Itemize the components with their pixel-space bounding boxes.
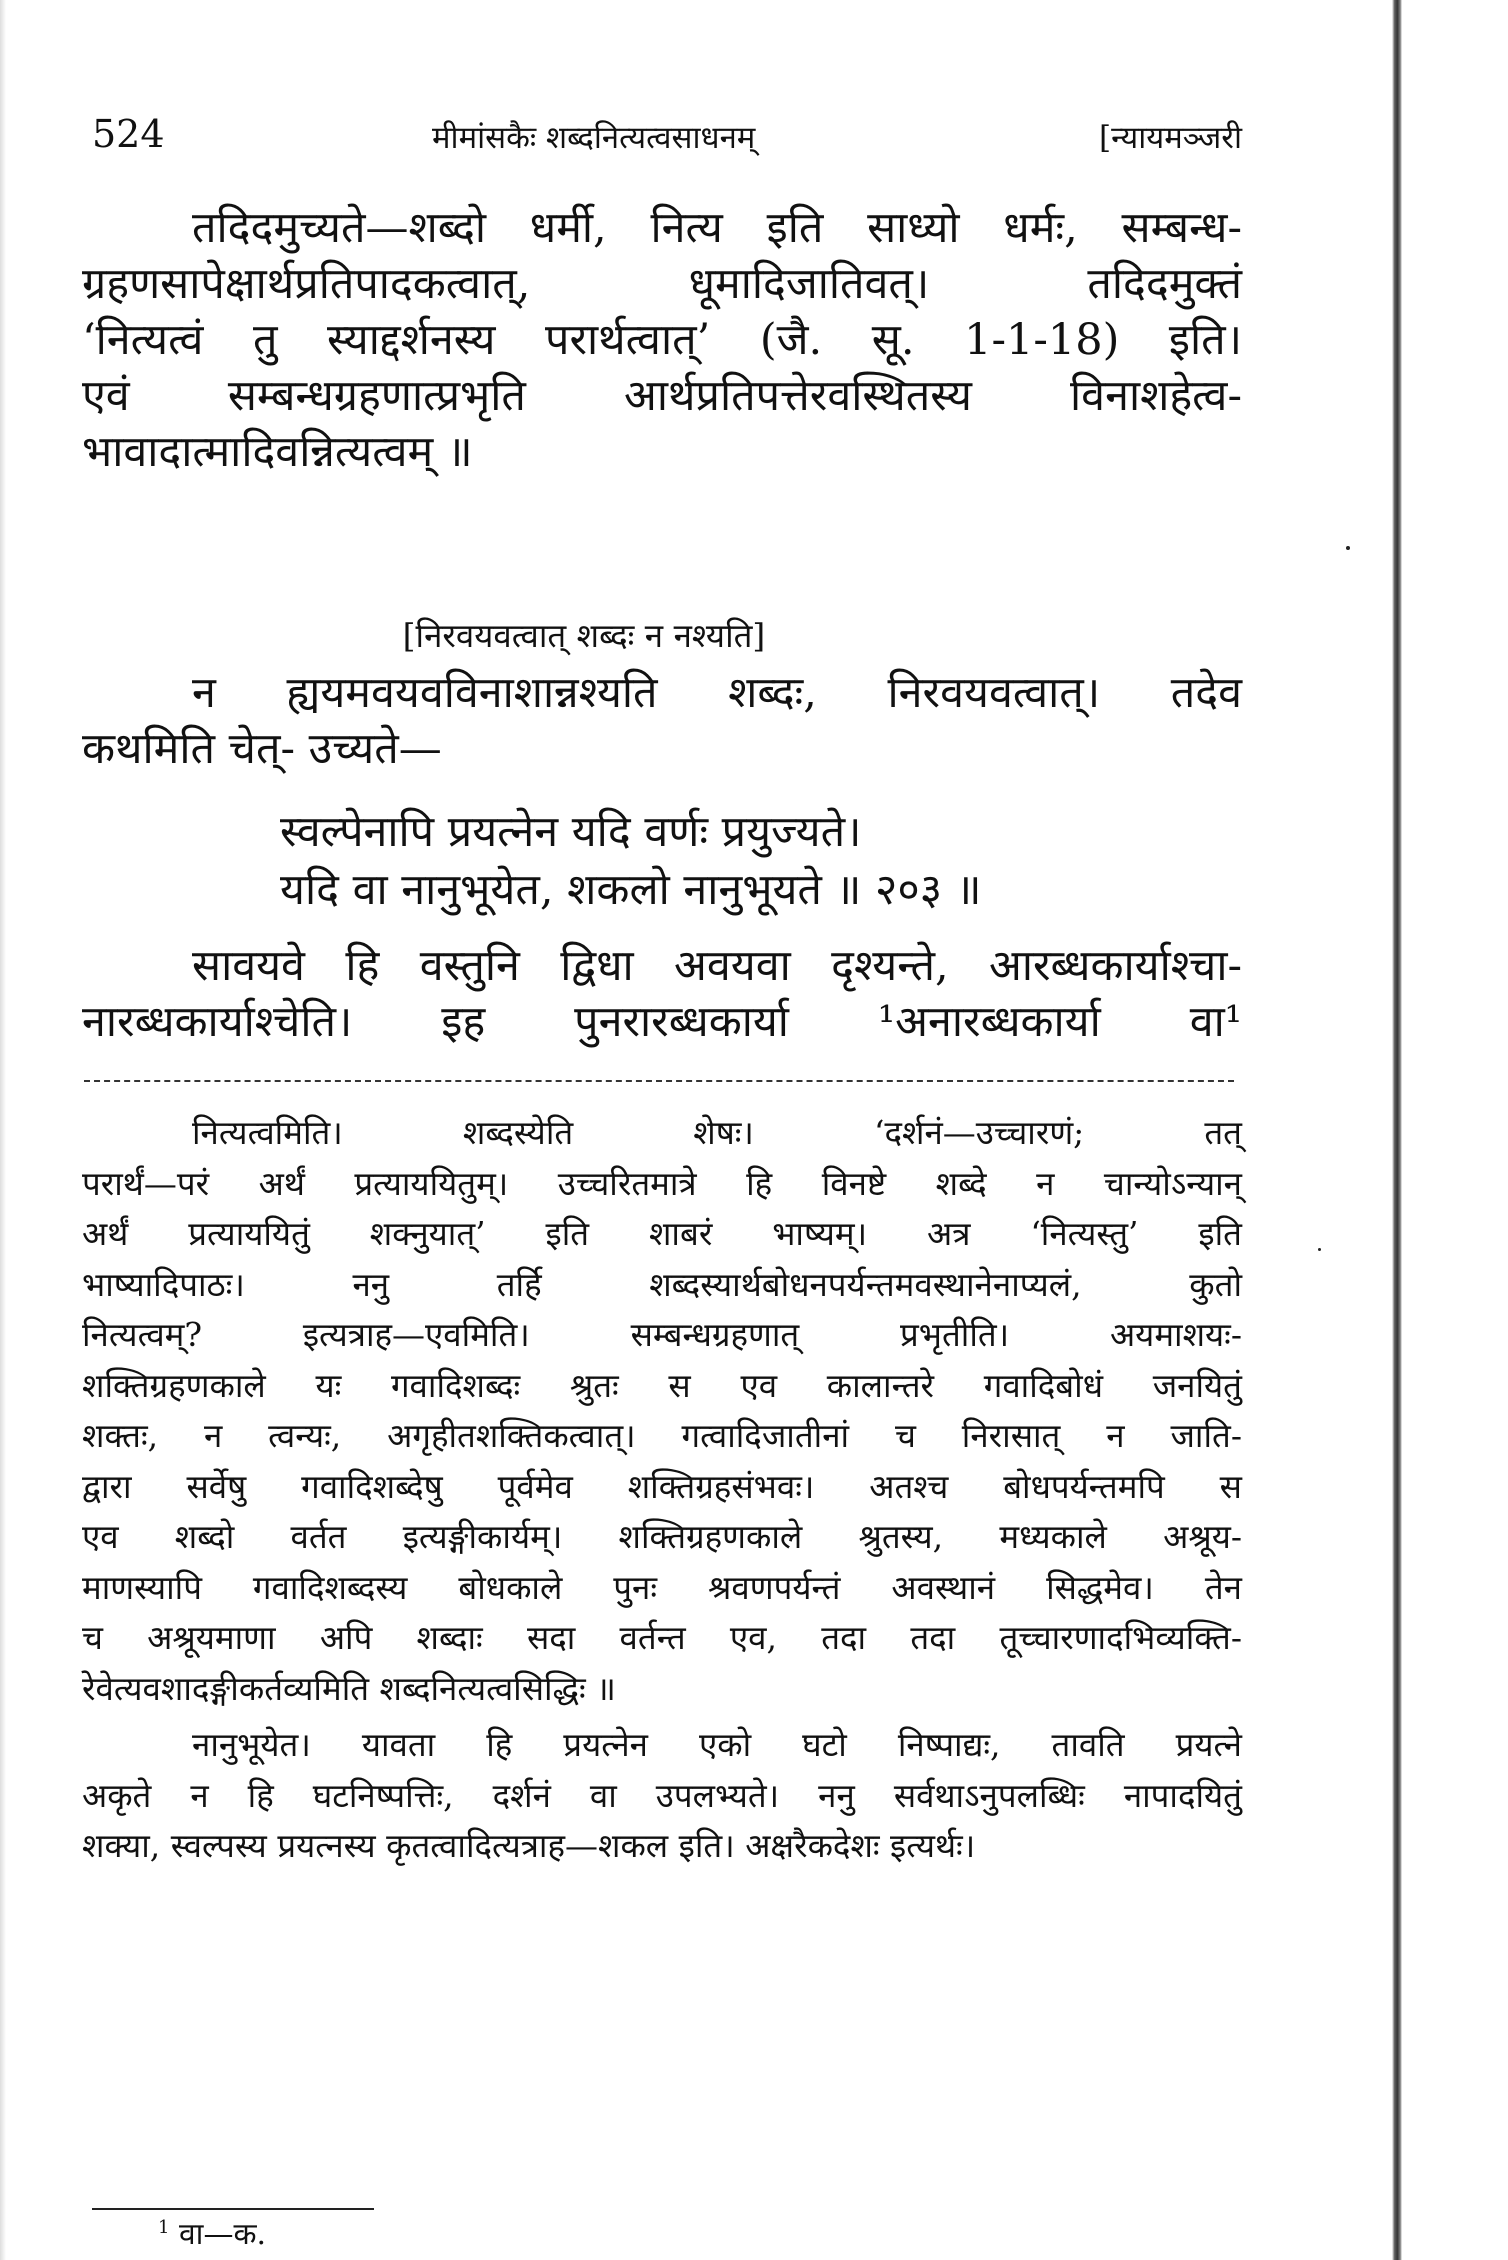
footnote-text: वा—क.	[179, 2217, 267, 2252]
text-line: ‘नित्यत्वं तु स्याद्दर्शनस्य परार्थत्वात्’ (जै. सू. 1-1-18) इति।	[82, 315, 1242, 365]
book-title: [न्यायमञ्जरी	[1099, 120, 1242, 156]
commentary-line: भाष्यादिपाठः। ननु तर्हि शब्दस्यार्थबोधनपर्यन्तमवस्थानेनाप्यलं, कुतो	[82, 1264, 1242, 1304]
page-number: 524	[92, 112, 165, 156]
text-line: भावादात्मादिवन्नित्यत्वम् ॥	[82, 427, 473, 477]
commentary-line: शक्तः, न त्वन्यः, अगृहीतशक्तिकत्वात्। गत्वादिजातीनां च निरासात् न जाति-	[82, 1416, 1242, 1455]
text-line: न ह्ययमवयवविनाशान्नश्यति शब्दः, निरवयवत्वात्। तदेव	[192, 668, 1242, 718]
binding-edge	[1392, 0, 1402, 2260]
commentary-line: शक्या, स्वल्पस्य प्रयत्नस्य कृतत्वादित्यत्राह—शकल इति। अक्षरैकदेशः इत्यर्थः।	[82, 1826, 976, 1865]
section-heading: [निरवयवत्वात् शब्दः न नश्यति]	[402, 616, 766, 655]
text-line: ग्रहणसापेक्षार्थप्रतिपादकत्वात्, धूमादिजातिवत्। तदिदमुक्तं	[82, 259, 1242, 309]
commentary-line: अर्थं प्रत्याययितुं शक्नुयात्’ इति शाबरं भाष्यम्। अत्र ‘नित्यस्तु’ इति	[82, 1214, 1242, 1253]
text-line: एवं सम्बन्धग्रहणात्प्रभृति आर्थप्रतिपत्तेरवस्थितस्य विनाशहेत्व-	[82, 371, 1242, 421]
paragraph-2	[82, 665, 1242, 777]
verse-line: यदि वा नानुभूयेत, शकलो नानुभूयते ॥ २०३ ॥	[280, 865, 982, 915]
text-line: तदिदमुच्यते—शब्दो धर्मी, नित्य इति साध्यो धर्मः, सम्बन्ध-	[192, 203, 1242, 253]
verse-line: स्वल्पेनापि प्रयत्नेन यदि वर्णः प्रयुज्यते।	[280, 807, 862, 857]
page-left-shadow	[0, 0, 6, 2260]
commentary-paragraph-1	[82, 1108, 1242, 1714]
commentary-line: माणस्यापि गवादिशब्दस्य बोधकाले पुनः श्रवणपर्यन्तं अवस्थानं सिद्धमेव। तेन	[82, 1567, 1242, 1607]
commentary-line: परार्थं—परं अर्थं प्रत्याययितुम्। उच्चरितमात्रे हि विनष्टे शब्दे न चान्योऽन्यान्	[82, 1163, 1242, 1203]
text-line: कथमिति चेत्- उच्यते—	[82, 724, 442, 774]
text-line: नारब्धकार्याश्चेति। इह पुनरारब्धकार्या ¹अनारब्धकार्या वा¹	[82, 997, 1242, 1047]
text-commentary-separator	[84, 1080, 1234, 1082]
scan-speck	[1346, 546, 1350, 550]
scan-speck	[1318, 1248, 1321, 1251]
commentary-line: शक्तिग्रहणकाले यः गवादिशब्दः श्रुतः स एव कालान्तरे गवादिबोधं जनयितुं	[82, 1365, 1242, 1405]
commentary-line: रेवेत्यवशादङ्गीकर्तव्यमिति शब्दनित्यत्वसिद्धिः ॥	[82, 1668, 616, 1708]
commentary-line: अकृते न हि घटनिष्पत्तिः, दर्शनं वा उपलभ्यते। ननु सर्वथाऽनुपलब्धिः नापादयितुं	[82, 1775, 1242, 1815]
commentary-paragraph-2	[82, 1720, 1242, 1872]
footnote-mark: 1	[158, 2217, 170, 2238]
running-header	[92, 112, 1242, 158]
text-line: सावयवे हि वस्तुनि द्विधा अवयवा दृश्यन्ते, आरब्धकार्याश्चा-	[192, 941, 1242, 991]
commentary-line: नित्यत्वमिति। शब्दस्येति शेषः। ‘दर्शनं—उच्चारणं; तत्	[192, 1113, 1242, 1152]
commentary-line: द्वारा सर्वेषु गवादिशब्देषु पूर्वमेव शक्तिग्रहसंभवः। अतश्च बोधपर्यन्तमपि स	[82, 1466, 1242, 1506]
paragraph-1	[82, 200, 1242, 480]
running-title: मीमांसकैः शब्दनित्यत्वसाधनम्	[432, 120, 756, 156]
paragraph-3	[82, 938, 1242, 1050]
commentary-line: नित्यत्वम्? इत्यत्राह—एवमिति। सम्बन्धग्रहणात् प्रभृतीति। अयमाशयः-	[82, 1315, 1242, 1354]
commentary-line: एव शब्दो वर्तत इत्यङ्गीकार्यम्। शक्तिग्रहणकाले श्रुतस्य, मध्यकाले अश्रूय-	[82, 1517, 1242, 1556]
footnote-rule	[92, 2208, 374, 2210]
footnote	[158, 2212, 266, 2253]
commentary-line: च अश्रूयमाणा अपि शब्दाः सदा वर्तन्त एव, तदा तदा तूच्चारणादभिव्यक्ति-	[82, 1618, 1242, 1657]
verse-block	[280, 803, 1040, 919]
commentary-line: नानुभूयेत। यावता हि प्रयत्नेन एको घटो निष्पाद्यः, तावति प्रयत्ने	[192, 1725, 1242, 1764]
